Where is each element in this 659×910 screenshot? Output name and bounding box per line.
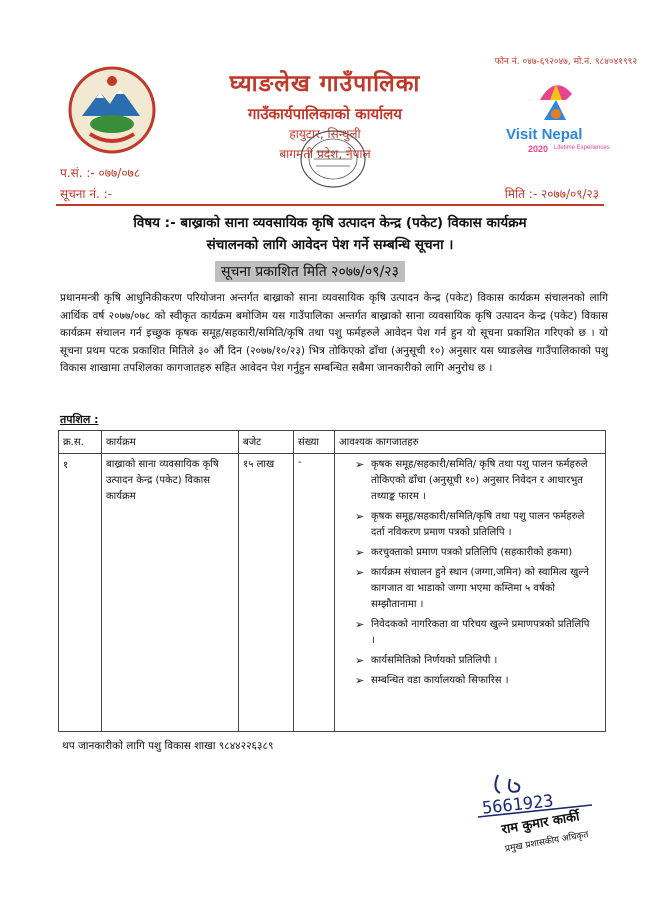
cell-documents — [335, 454, 606, 732]
visit-nepal-year: 2020 — [528, 144, 549, 154]
list-item: ➢ कार्यक्रम संचालन हुने स्थान (जग्गा,जमिन) को स्वामित्व खुल्ने कागजात वा भाडाको जग्गा भएमा कम्तिमा ५ वर्षको सम्झौतानामा । — [355, 565, 595, 613]
subject-line-1: विषय :- बाख्राको साना व्यवसायिक कृषि उत्पादन केन्द्र (पकेट) विकास कार्यक्रम — [133, 215, 527, 231]
col-budget: बजेट — [239, 431, 294, 454]
official-stamp-icon — [298, 128, 368, 190]
cell-budget: १५ लाख — [239, 454, 294, 732]
contact-info: फोन नं. ०४७-६९२०४७, मो.नं. ९८४०४१९९२ — [494, 57, 637, 67]
list-item: ➢ निवेदकको नागरिकता वा परिचय खुल्ने प्रमाणपत्रको प्रतिलिपि । — [355, 617, 595, 649]
requirements-table — [58, 430, 606, 732]
office-province: बागमती प्रदेश, नेपाल — [279, 147, 371, 161]
municipality-title: घ्याङलेख गाउँपालिका — [229, 71, 421, 97]
subject-line-2: संचालनको लागि आवेदन पेश गर्ने सम्बन्धि सूचना । — [206, 237, 454, 253]
office-title: गाउँकार्यपालिकाको कार्यालय — [247, 105, 402, 123]
list-item: ➢ सम्बन्धित वडा कार्यालयको सिफारिस । — [355, 673, 595, 689]
office-place: हायुटार, सिन्धुली — [289, 127, 361, 141]
visit-nepal-logo — [500, 70, 610, 160]
table-header-row — [59, 431, 606, 454]
col-count: संख्या — [294, 431, 335, 454]
notice-body: प्रधानमन्त्री कृषि आधुनिकीकरण परियोजना अन्तर्गत बाख्राको साना व्यवसायिक कृषि उत्पादन केन्द्र (पकेट) विकास कार्यक्रम संचालनको लागि आर्थिक वर्ष २०७७/०७८ को स्वीकृत कार्यक्रम बमोजिम यस गाउँपालिका अन्तर्गत बाख्राको साना व्यवसायिक कृषि उत्पादन केन्द्र (पकेट) विकास कार्यक्रम संचालन गर्न इच्छुक कृषक समूह/सहकारी/समिति/कृषि तथा पशु फर्महरुले आवेदन पेश गर्न हुन यो सूचना प्रकाशित गरिएको छ । यो सूचना प्रथम पटक प्रकाशित मितिले ३० औं दिन (२०७७/१०/२३) भित्र तोकिएको ढाँचा (अनुसूची १०) अनुसार यस घ्याङलेख गाउँपालिकाको पशु विकास शाखामा तपशिलका कागजातहरु सहित आवेदन पेश गर्नुहुन सम्बन्धित सबैमा जानकारीको लागि अनुरोध छ । — [60, 292, 608, 374]
signatory-designation: प्रमुख प्रशासकीय अधिकृत — [504, 829, 590, 855]
list-item: ➢ करचुक्ताको प्रमाण पत्रको प्रतिलिपि (सहकारीको हकमा) — [355, 545, 595, 561]
published-date-banner: सूचना प्रकाशित मिति २०७७/०९/२३ — [215, 261, 405, 282]
details-label: तपशिल : — [60, 413, 99, 426]
col-sn: क्र.स. — [59, 431, 102, 454]
cell-sn: १ — [59, 454, 102, 732]
subject — [56, 212, 604, 256]
cell-program: बाख्राको साना व्यवसायिक कृषि उत्पादन केन्द्र (पकेट) विकास कार्यक्रम — [102, 454, 239, 732]
contact-footer: थप जानकारीको लागि पशु विकास शाखा ९८४४२२६३८९ — [62, 740, 274, 752]
documents-list — [355, 457, 595, 689]
list-item: ➢ कार्यसमितिको निर्णयको प्रतिलिपी । — [355, 653, 595, 669]
signatory-name: राम कुमार कार्की — [500, 809, 581, 838]
col-program: कार्यक्रम — [102, 431, 239, 454]
list-item: ➢ कृषक समूह/सहकारी/समिति/कृषि तथा पशु पालन फर्महरुले दर्ता नविकरण प्रमाण पत्रको प्रतिलिपि । — [355, 509, 595, 541]
cell-count: - — [294, 454, 335, 732]
nepal-emblem-icon — [66, 64, 158, 156]
col-documents: आवश्यक कागजातहरु — [335, 431, 606, 454]
visit-nepal-icon — [500, 70, 610, 130]
signature-mark: 5661923 — [481, 791, 555, 819]
notice-date: मिति :- २०७७/०९/२३ — [504, 187, 599, 201]
header-divider — [56, 204, 604, 206]
visit-nepal-text: Visit Nepal — [506, 126, 583, 143]
notice-number: सूचना नं. :- — [60, 187, 112, 201]
table-row — [59, 454, 606, 732]
list-item: ➢ कृषक समूह/सहकारी/समिति/ कृषि तथा पशु पालन फर्महरुले तोकिएको ढाँचा (अनुसूची १०) अनुसार निवेदन र आधारभुत तथ्याङ्क फारम । — [355, 457, 595, 505]
reference-number: प.सं. :- ०७७/०७८ — [60, 166, 141, 180]
visit-nepal-tagline: Lifetime Experiences — [554, 145, 610, 151]
